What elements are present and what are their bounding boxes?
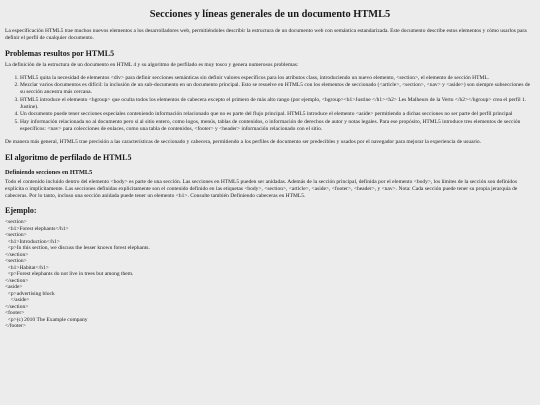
intro-paragraph: La especificación HTML5 trae muchos nuevos elementos a los desarrolladores web, permitiéndoles describir la estructura de un documento web con semántica estandarizada. Este documento describe estos elementos y cómo usarlos para definir el perfil de cualquier documento. (5, 28, 527, 42)
algorithm-text: Todo el contenido incluido dentro del elemento <body> es parte de una sección. Las secciones en HTML5 pueden ser anidadas. Además de la sección principal, definida por el elemento <body>, los límites de la sección son definidos explícita o implícitamente. Las secciones definidas explícitamente son el contenido definido en las etiquetas <body>, <section>, <article>, <aside>, <footer>, <header>, y <nav>. Nota: Cada sección puede tener su propia jerarquía de cabeceras. Por lo tanto, incluso una sección anidada puede tener un elemento <h1>. Consulte también Definiendo cabeceras en HTML5. (5, 178, 518, 200)
problems-list (5, 75, 535, 133)
problem-item: 2. Mezclar varios documentos es difícil: la inclusión de un sub-documento en un documento principal. Esto se resuelve en HTML5 con los elementos de seccionado (<article>, <section>, <nav> y <aside>) son siempre subsecciones de su sección ancestra más cercana. (20, 82, 535, 97)
algorithm-subheading: Definiendo secciones en HTML5 (5, 168, 93, 176)
example-heading: Ejemplo: (5, 206, 37, 216)
problem-item: 3. HTML5 introduce el elemento <hgroup> que oculta todos los elementos de cabecera excepto el primero de más alto rango (por ejemplo, <hgroup><h1>Justine </h1><h2> Les Malheurs de la Vertu </h2></hgroup> crea el perfil 1. Justine). (20, 97, 535, 112)
problems-closing: De manera más general, HTML5 trae precisión a las características de seccionado y cabecera, permitiendo a los perfiles de documento ser predecibles y usados por el navegador para mejorar la experiencia de usuario. (5, 139, 481, 146)
problems-heading: Problemas resultos por HTML5 (5, 48, 115, 58)
problem-item: 5. Hay información relacionada no al documento pero si al sitio entero, como logos, menús, tablas de contenidos, o información de derechos de autor y notas legales. Para ese propósito, HTML5 introduce tres elementos de sección específicos: <nav> para colecciones de enlaces, como una tabla de contenidos, <footer> y <header> información relacionado con el sitio. (20, 119, 535, 134)
example-code: <section> <h1>Forest elephants</h1> <section> <h1>Introduction</h1> <p>In this section, we discuss the lesser known forest elephants. </section> <section> <h1>Habitat</h1> <p>Forest elephants do not live in trees but among them. </section> <aside> <p>advertising block </aside> </section> <footer> <p>(c) 2010 The Example company </footer> (5, 219, 150, 330)
problem-item: 4. Un documento puede tener secciones especiales conteniendo información relacionado que no es parte del flujo principal. HTML5 introduce el elemento <aside> permitiendo a dichas secciones no ser parte del perfil principal (20, 111, 535, 118)
page-title: Secciones y líneas generales de un documento HTML5 (149, 9, 391, 20)
problem-item: 1. HTML5 quita la necesidad de elementos <div> para definir secciones semánticas sin definir valores específicos para los atributos class, introduciendo un nuevo elemento, <section>, el elemento de sección HTML. (20, 75, 535, 82)
problems-intro: La definición de la estructura de un documento en HTML 4 y su algoritmo de perfilado es muy tosco y genera numerosos problemas: (5, 61, 299, 68)
algorithm-heading: El algoritmo de perfilado de HTML5 (5, 152, 132, 162)
